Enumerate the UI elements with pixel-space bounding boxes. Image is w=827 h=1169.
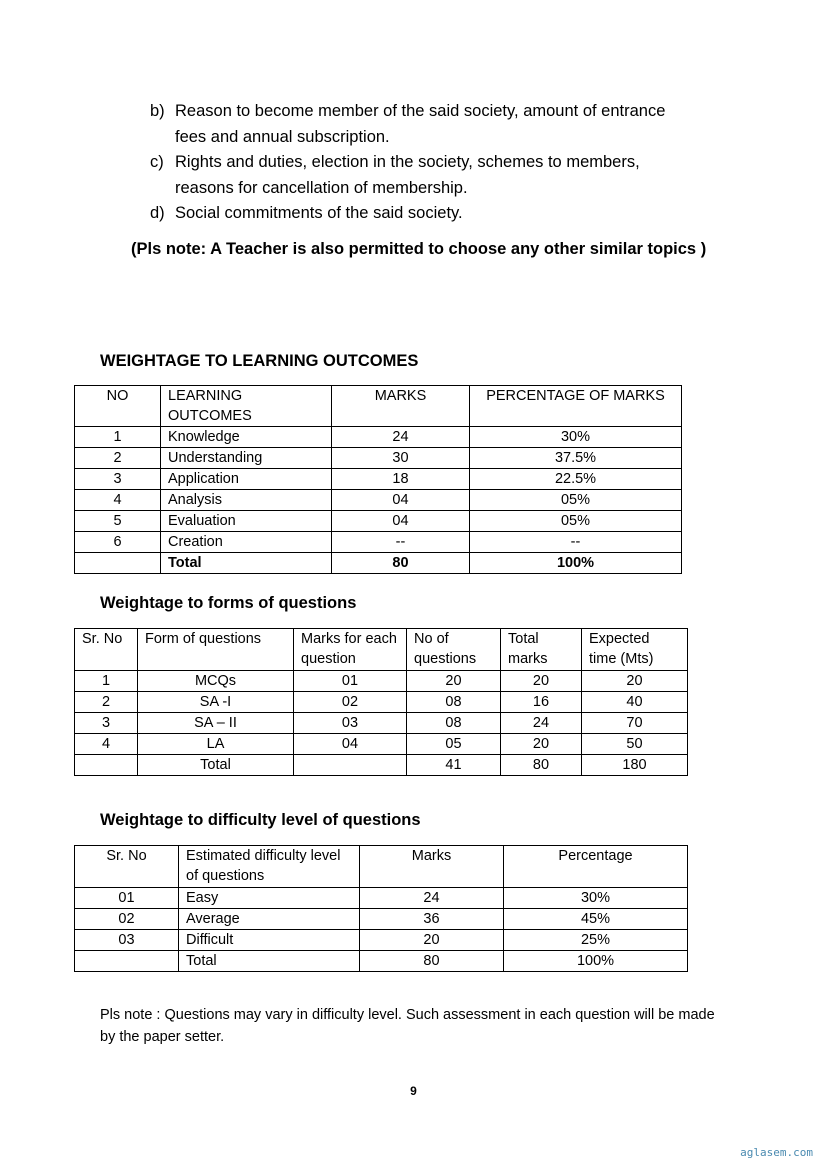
list-item-text: reasons for cancellation of membership. <box>175 178 468 197</box>
table3-title: Weightage to difficulty level of questions <box>100 811 421 829</box>
table-cell: 03 <box>75 930 179 951</box>
table-cell: 08 <box>407 713 501 734</box>
table-cell: 30 <box>332 448 470 469</box>
table-cell: 80 <box>360 951 504 972</box>
table-cell: LA <box>138 734 294 755</box>
table-total-row <box>75 553 682 574</box>
forms-of-questions-table <box>74 628 688 776</box>
list-item-label: c) <box>150 153 164 171</box>
table-total-row <box>75 755 688 776</box>
table-cell: 01 <box>75 888 179 909</box>
table-row <box>75 490 682 511</box>
table-cell: 16 <box>501 692 582 713</box>
table-cell: 04 <box>294 734 407 755</box>
table-cell: 24 <box>332 427 470 448</box>
table-cell: 4 <box>75 734 138 755</box>
table-cell <box>75 553 161 574</box>
table-header-cell: Percentage <box>504 846 688 888</box>
list-item-text: fees and annual subscription. <box>175 127 390 146</box>
table-header-cell: Form of questions <box>138 629 294 671</box>
table-cell: Total <box>138 755 294 776</box>
table-row <box>75 427 682 448</box>
table-row <box>75 532 682 553</box>
table-cell: 4 <box>75 490 161 511</box>
table-header-cell: Expected time (Mts) <box>582 629 688 671</box>
table-cell: 01 <box>294 671 407 692</box>
table-cell: 24 <box>360 888 504 909</box>
table-cell: 20 <box>360 930 504 951</box>
table-cell: SA -I <box>138 692 294 713</box>
table-cell: 2 <box>75 448 161 469</box>
table-cell: 20 <box>407 671 501 692</box>
watermark: aglasem.com <box>740 1146 813 1159</box>
table-cell: 1 <box>75 427 161 448</box>
table-row <box>75 469 682 490</box>
table-cell: 37.5% <box>470 448 682 469</box>
table-row <box>75 734 688 755</box>
table-header-cell: PERCENTAGE OF MARKS <box>470 386 682 427</box>
table-cell: 50 <box>582 734 688 755</box>
list-item-label: d) <box>150 204 165 222</box>
list-item <box>150 99 715 150</box>
table-cell: 30% <box>504 888 688 909</box>
table-cell: 02 <box>75 909 179 930</box>
table-cell: 05% <box>470 511 682 532</box>
table-row <box>75 930 688 951</box>
table-cell: 18 <box>332 469 470 490</box>
table-cell: Understanding <box>161 448 332 469</box>
table-cell: 20 <box>501 734 582 755</box>
table-header-cell: Sr. No <box>75 629 138 671</box>
table-cell: Application <box>161 469 332 490</box>
list-item <box>150 201 715 227</box>
table-cell: 180 <box>582 755 688 776</box>
paper-setter-note: Pls note : Questions may vary in difficulty level. Such assessment in each question will be made by the paper setter. <box>100 1007 715 1045</box>
table-cell: 41 <box>407 755 501 776</box>
table-header-cell: No of questions <box>407 629 501 671</box>
table-cell: -- <box>332 532 470 553</box>
table-cell: 80 <box>332 553 470 574</box>
table2-title: Weightage to forms of questions <box>100 594 357 612</box>
table-header-cell: LEARNING OUTCOMES <box>161 386 332 427</box>
table-cell: 03 <box>294 713 407 734</box>
table-row <box>75 671 688 692</box>
table-cell: 5 <box>75 511 161 532</box>
list-item-text: Social commitments of the said society. <box>175 204 463 222</box>
table-cell: Difficult <box>179 930 360 951</box>
table-cell: Evaluation <box>161 511 332 532</box>
list-item-text: Reason to become member of the said society, amount of entrance <box>175 102 666 120</box>
page-number: 9 <box>410 1084 417 1098</box>
table-cell: 24 <box>501 713 582 734</box>
table-cell: Average <box>179 909 360 930</box>
table-cell: 100% <box>504 951 688 972</box>
learning-outcomes-table <box>74 385 682 574</box>
teacher-note: (Pls note: A Teacher is also permitted to choose any other similar topics ) <box>131 240 707 258</box>
list-item-label: b) <box>150 102 165 120</box>
table-cell: Creation <box>161 532 332 553</box>
table-cell: 80 <box>501 755 582 776</box>
table-header-row <box>75 629 688 671</box>
table-cell: 04 <box>332 490 470 511</box>
table-cell: 1 <box>75 671 138 692</box>
table-cell <box>75 755 138 776</box>
table-cell: 05% <box>470 490 682 511</box>
table-cell: 25% <box>504 930 688 951</box>
table-cell: 20 <box>501 671 582 692</box>
list-item-text: Rights and duties, election in the society, schemes to members, <box>175 153 640 171</box>
table-cell: 36 <box>360 909 504 930</box>
table-header-cell: MARKS <box>332 386 470 427</box>
table-header-cell: Estimated difficulty level of questions <box>179 846 360 888</box>
table-cell: 20 <box>582 671 688 692</box>
table-cell <box>294 755 407 776</box>
table-header-cell: NO <box>75 386 161 427</box>
table-cell: Total <box>179 951 360 972</box>
table-cell: MCQs <box>138 671 294 692</box>
table-row <box>75 448 682 469</box>
table-cell: 08 <box>407 692 501 713</box>
table-cell: 100% <box>470 553 682 574</box>
difficulty-level-table <box>74 845 688 972</box>
table-row <box>75 888 688 909</box>
table-cell: 2 <box>75 692 138 713</box>
table-cell: Total <box>161 553 332 574</box>
list-item <box>150 150 715 201</box>
table-cell: 3 <box>75 713 138 734</box>
table1-title: WEIGHTAGE TO LEARNING OUTCOMES <box>100 352 419 370</box>
table-header-cell: Sr. No <box>75 846 179 888</box>
table-cell: 30% <box>470 427 682 448</box>
table-row <box>75 713 688 734</box>
table-cell: 45% <box>504 909 688 930</box>
table-cell: Easy <box>179 888 360 909</box>
table-header-cell: Marks <box>360 846 504 888</box>
table-header-cell: Total marks <box>501 629 582 671</box>
table-header-cell: Marks for each question <box>294 629 407 671</box>
table-total-row <box>75 951 688 972</box>
table-cell: Analysis <box>161 490 332 511</box>
topic-list <box>150 99 715 227</box>
table-cell: 3 <box>75 469 161 490</box>
table-cell: 40 <box>582 692 688 713</box>
table-cell: 70 <box>582 713 688 734</box>
table-row <box>75 511 682 532</box>
table-cell <box>75 951 179 972</box>
table-cell: 22.5% <box>470 469 682 490</box>
table-cell: 05 <box>407 734 501 755</box>
table-cell: -- <box>470 532 682 553</box>
table-header-row <box>75 386 682 427</box>
table-cell: 04 <box>332 511 470 532</box>
table-row <box>75 909 688 930</box>
table-cell: Knowledge <box>161 427 332 448</box>
table-cell: SA – II <box>138 713 294 734</box>
table-row <box>75 692 688 713</box>
table-cell: 6 <box>75 532 161 553</box>
table-header-row <box>75 846 688 888</box>
table-cell: 02 <box>294 692 407 713</box>
